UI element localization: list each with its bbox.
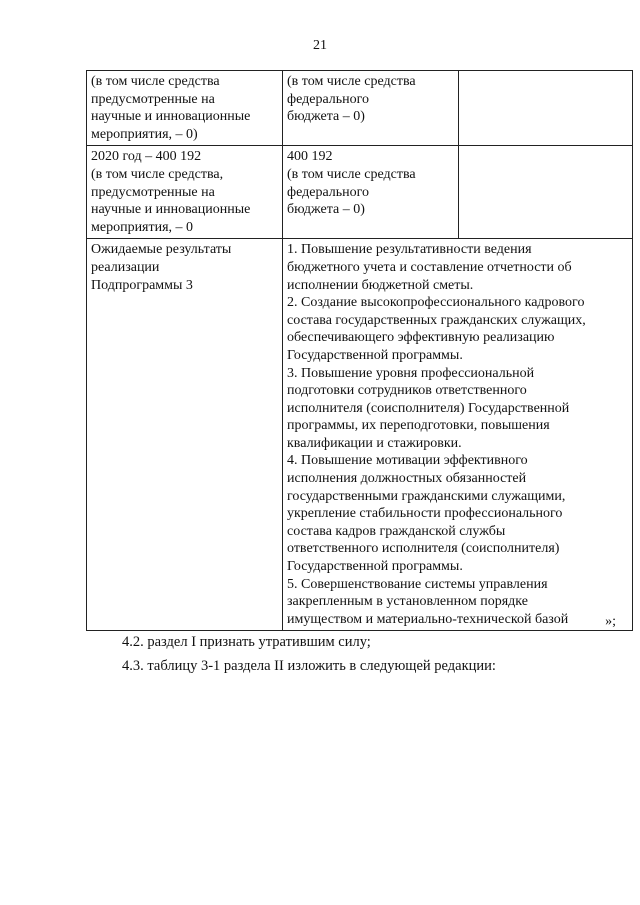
cell-line: мероприятия, – 0 xyxy=(91,219,194,235)
cell-line: научные и инновационные xyxy=(91,202,251,218)
cell-line: (в том числе средства xyxy=(91,74,220,89)
cell-line: Подпрограммы 3 xyxy=(91,277,193,293)
cell-line: ответственного исполнителя (соисполнителя) xyxy=(287,541,560,557)
cell-line: квалификации и стажировки. xyxy=(287,435,462,451)
cell-line: федерального xyxy=(287,184,370,200)
paragraph-4-2: 4.2. раздел I признать утратившим силу; xyxy=(122,634,371,650)
table-row xyxy=(87,146,633,239)
table-row xyxy=(87,239,633,631)
table-cell-empty xyxy=(459,146,633,239)
cell-line: бюджетного учета и составление отчетности об xyxy=(287,259,572,275)
page-number: 21 xyxy=(313,38,327,53)
program-table xyxy=(86,70,633,631)
table-cell xyxy=(283,71,459,146)
cell-line: (в том числе средства, xyxy=(91,166,224,182)
paragraph-4-3: 4.3. таблицу 3-1 раздела II изложить в следующей редакции: xyxy=(122,658,496,674)
cell-line: обеспечивающего эффективную реализацию xyxy=(287,330,555,346)
cell-line: федерального xyxy=(287,91,370,107)
cell-line: Государственной программы. xyxy=(287,347,463,363)
cell-line: 2020 год – 400 192 xyxy=(91,149,202,165)
cell-line: научные и инновационные xyxy=(91,109,251,125)
cell-line: государственными гражданскими служащими, xyxy=(287,488,566,504)
cell-line: подготовки сотрудников ответственного xyxy=(287,383,527,399)
cell-line: (в том числе средства xyxy=(287,166,416,182)
cell-line: укрепление стабильности профессионального xyxy=(287,506,563,522)
cell-line: 2. Создание высокопрофессионального кадрового xyxy=(287,295,585,311)
cell-line: имуществом и материально-технической базой xyxy=(287,611,569,627)
cell-line: исполнении бюджетной сметы. xyxy=(287,277,474,293)
cell-line: мероприятия, – 0) xyxy=(91,126,198,142)
cell-line: реализации xyxy=(91,259,160,275)
cell-line: предусмотренные на xyxy=(91,184,215,200)
table-row xyxy=(87,71,633,146)
cell-line: закрепленным в установленном порядке xyxy=(287,594,528,610)
table-cell xyxy=(283,146,459,239)
cell-line: Государственной программы. xyxy=(287,559,463,575)
cell-line: состава государственных гражданских служащих, xyxy=(287,312,586,328)
cell-line: 5. Совершенствование системы управления xyxy=(287,576,548,592)
cell-line: исполнения должностных обязанностей xyxy=(287,471,527,487)
table-cell xyxy=(87,239,283,631)
cell-line: 4. Повышение мотивации эффективного xyxy=(287,453,528,469)
table-cell xyxy=(87,146,283,239)
results-cell xyxy=(283,239,633,631)
cell-line: 400 192 xyxy=(287,149,333,165)
cell-line: 3. Повышение уровня профессиональной xyxy=(287,365,535,381)
cell-line: предусмотренные на xyxy=(91,91,215,107)
cell-line: (в том числе средства xyxy=(287,74,416,89)
cell-line: Ожидаемые результаты xyxy=(91,242,232,258)
cell-line: программы, их переподготовки, повышения xyxy=(287,418,550,434)
table-cell-empty xyxy=(459,71,633,146)
cell-line: бюджета – 0) xyxy=(287,202,365,218)
cell-line: состава кадров гражданской службы xyxy=(287,523,506,539)
cell-line: 1. Повышение результативности ведения xyxy=(287,242,532,258)
closing-quote: »; xyxy=(605,614,616,629)
cell-line: исполнителя (соисполнителя) Государственной xyxy=(287,400,570,416)
table-cell xyxy=(87,71,283,146)
cell-line: бюджета – 0) xyxy=(287,109,365,125)
